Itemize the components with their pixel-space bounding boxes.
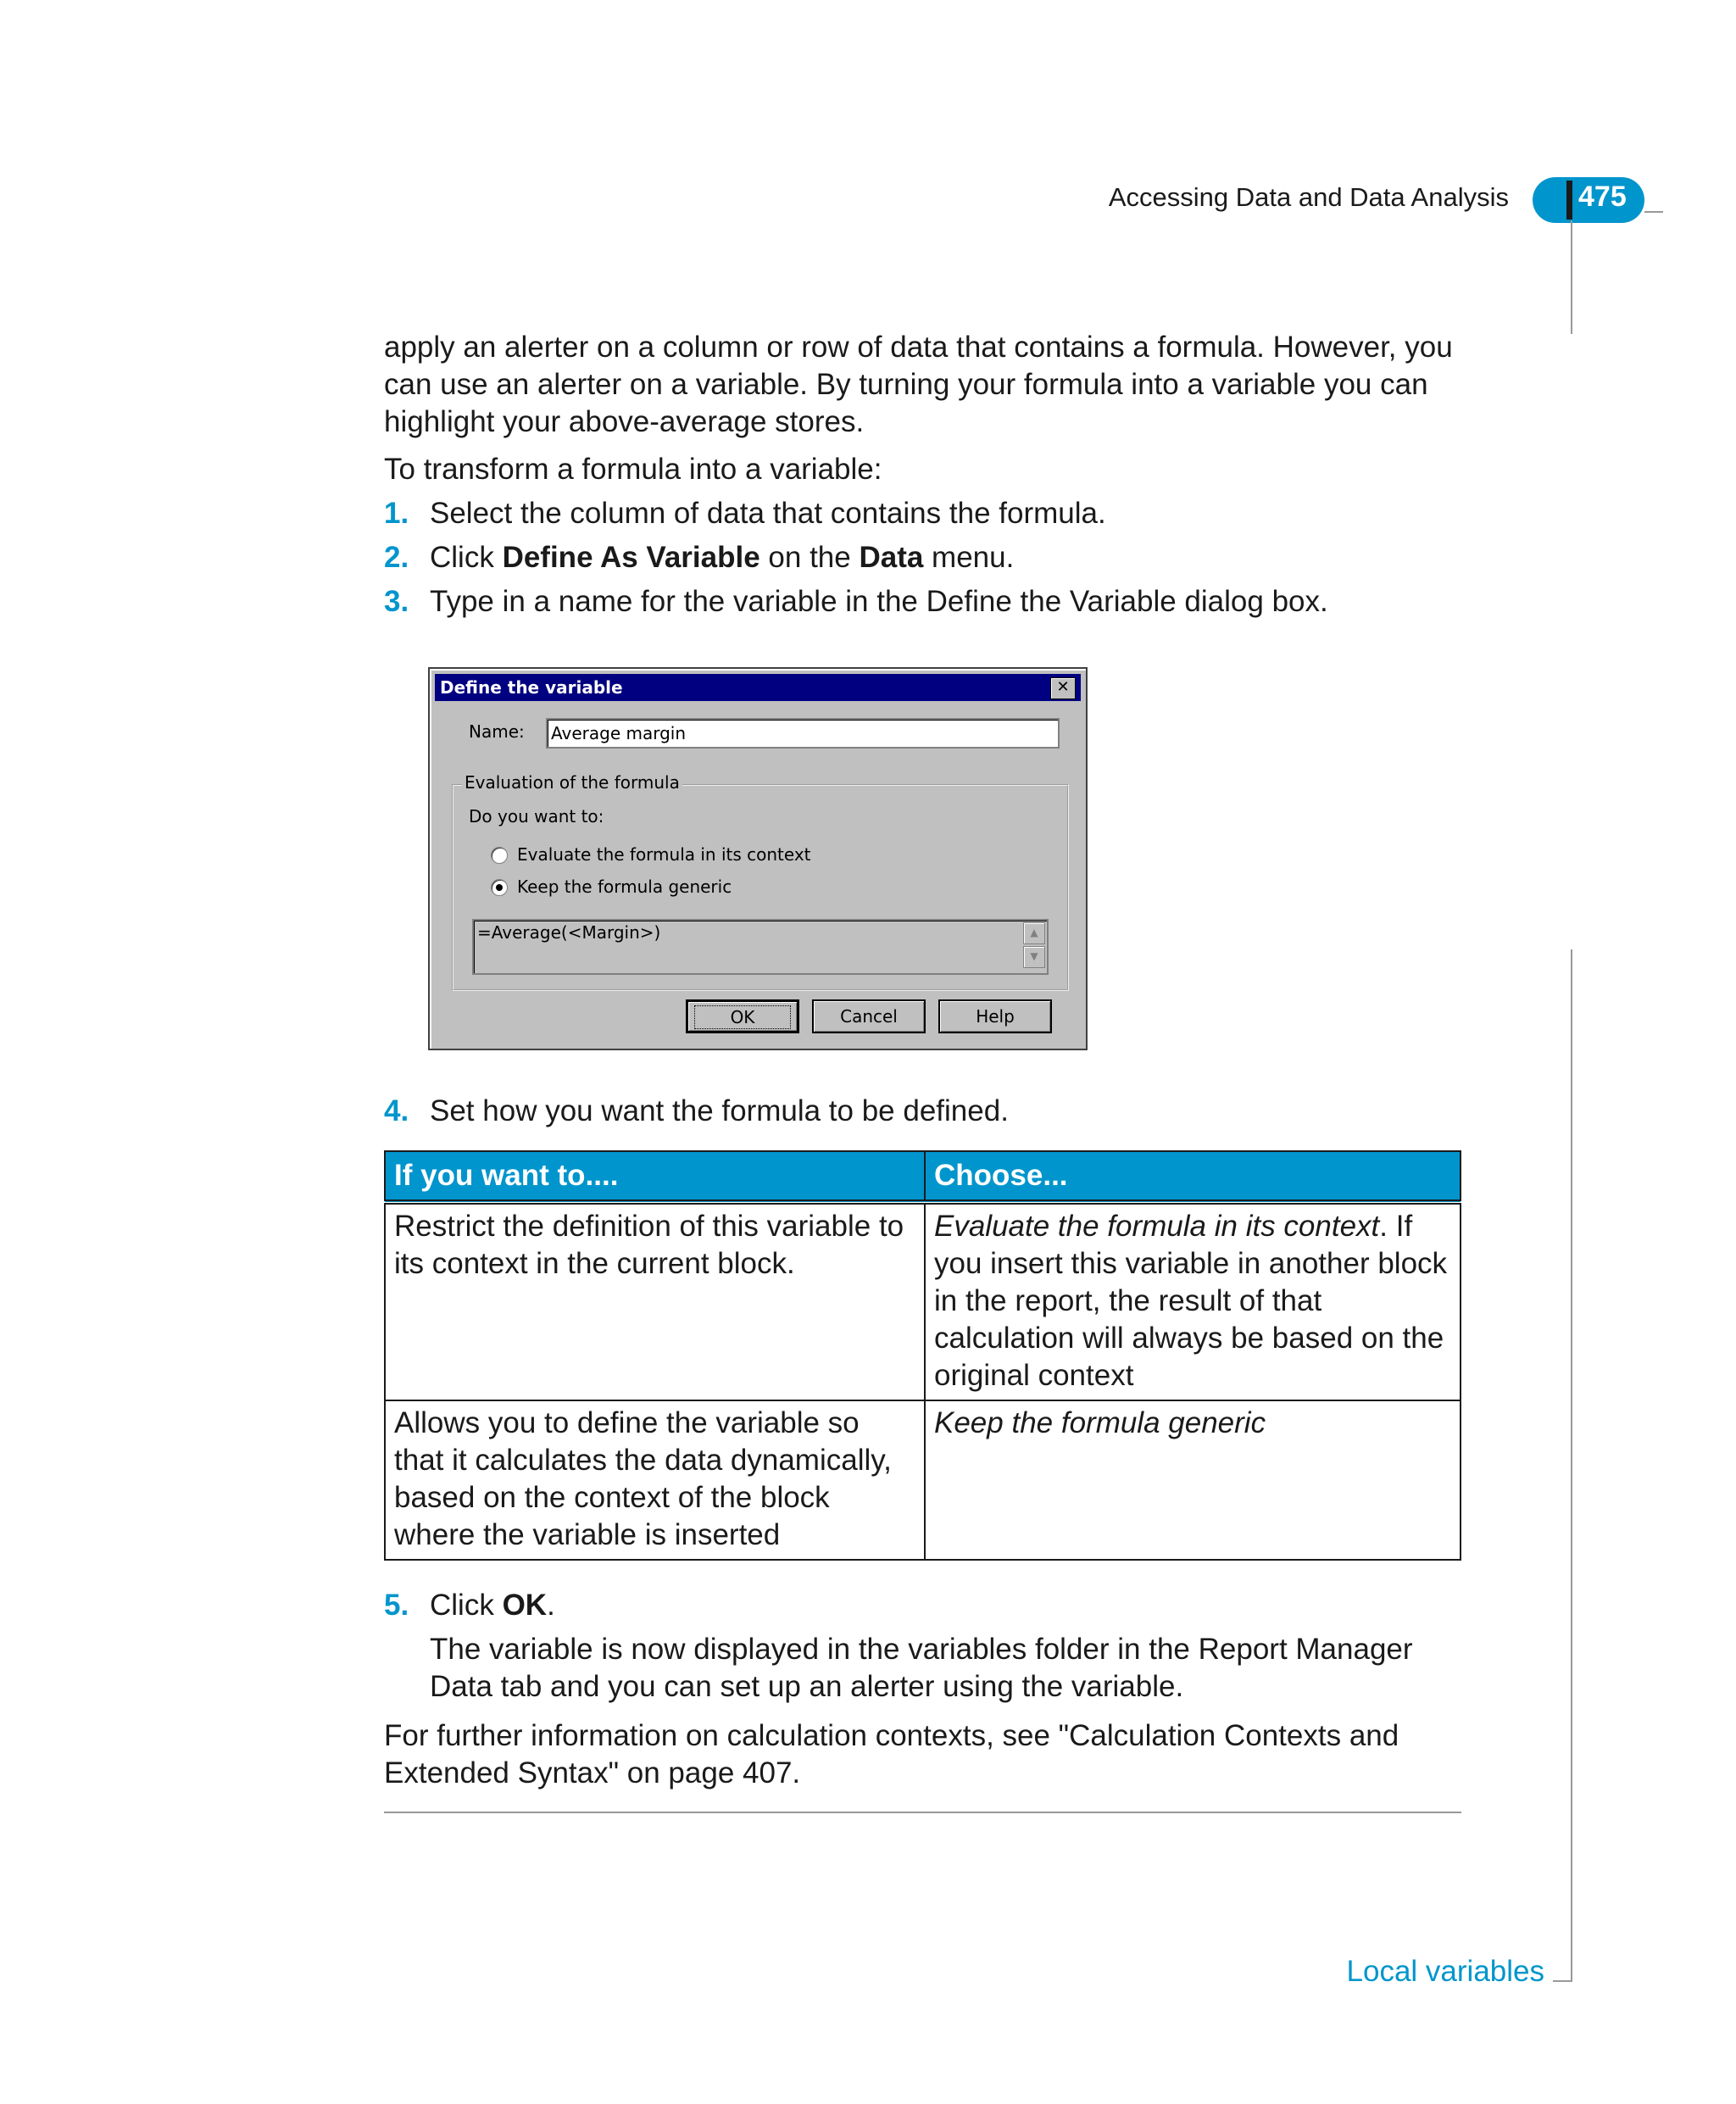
menu-command: Define As Variable bbox=[502, 541, 760, 574]
step-number: 2. bbox=[384, 541, 409, 574]
header-rule bbox=[1644, 211, 1663, 213]
close-icon[interactable]: ✕ bbox=[1050, 677, 1076, 699]
name-label: Name: bbox=[469, 721, 525, 742]
table-cell bbox=[925, 1400, 1461, 1560]
dialog-title-bar bbox=[435, 674, 1081, 701]
table-row bbox=[385, 1400, 1461, 1560]
table-cell: Allows you to define the variable so that it calculates the data dynamically, based on the context of the block where the variable is inserted bbox=[385, 1400, 925, 1560]
step-5-result: The variable is now displayed in the variables folder in the Report Manager Data tab and you can set up an alerter using the variable. bbox=[430, 1633, 1413, 1703]
formula-textarea[interactable] bbox=[472, 919, 1049, 975]
table-header-row bbox=[385, 1151, 1461, 1202]
step-text: Select the column of data that contains the formula. bbox=[430, 497, 1106, 530]
table-cell: Evaluate the formula in its context. If you insert this variable in another block in the report, the result of that calculation will always be based on the original context bbox=[925, 1202, 1461, 1400]
formula-text: =Average(<Margin>) bbox=[477, 922, 661, 943]
menu-name: Data bbox=[859, 541, 924, 574]
radio-evaluate-context[interactable] bbox=[491, 847, 508, 864]
intro-line-3: highlight your above-average stores. bbox=[384, 405, 865, 438]
step-number: 1. bbox=[384, 497, 409, 530]
dialog-title: Define the variable bbox=[440, 677, 623, 698]
help-button[interactable]: Help bbox=[938, 999, 1052, 1033]
procedure-lead: To transform a formula into a variable: bbox=[384, 453, 882, 486]
option-name: Evaluate the formula in its context bbox=[934, 1210, 1380, 1243]
step-text: Set how you want the formula to be defined. bbox=[430, 1094, 1009, 1127]
margin-rule-bottom bbox=[1571, 949, 1572, 1982]
footer-section-link[interactable]: Local variables bbox=[1346, 1955, 1544, 1988]
scroll-up-icon[interactable]: ▲ bbox=[1023, 922, 1045, 944]
intro-line-2: can use an alerter on a variable. By turning your formula into a variable you can bbox=[384, 368, 1428, 401]
radio-selected-dot bbox=[496, 884, 503, 891]
step-number: 3. bbox=[384, 585, 409, 618]
step-number: 5. bbox=[384, 1589, 409, 1622]
question-label: Do you want to: bbox=[469, 806, 604, 827]
option-keep-generic-label: Keep the formula generic bbox=[517, 877, 732, 897]
define-variable-dialog bbox=[428, 667, 1088, 1050]
step-number: 4. bbox=[384, 1094, 409, 1127]
evaluation-group-title: Evaluation of the formula bbox=[462, 772, 682, 793]
page-number: 475 bbox=[1578, 181, 1627, 213]
table-row bbox=[385, 1202, 1461, 1400]
cancel-button[interactable]: Cancel bbox=[812, 999, 926, 1033]
table-cell: Restrict the definition of this variable to its context in the current block. bbox=[385, 1202, 925, 1400]
options-table bbox=[384, 1150, 1461, 1561]
name-input[interactable]: Average margin bbox=[546, 718, 1060, 749]
step-text: Click Define As Variable on the Data menu. bbox=[430, 541, 1015, 574]
scroll-down-icon[interactable]: ▼ bbox=[1023, 946, 1045, 968]
button-name: OK bbox=[502, 1589, 548, 1622]
ok-button[interactable]: OK bbox=[686, 999, 799, 1033]
option-evaluate-context-label: Evaluate the formula in its context bbox=[517, 844, 811, 865]
running-head: Accessing Data and Data Analysis bbox=[1108, 182, 1509, 212]
intro-line-1: apply an alerter on a column or row of data that contains a formula. However, you bbox=[384, 331, 1453, 364]
option-name: Keep the formula generic bbox=[934, 1406, 1266, 1439]
page-number-marker bbox=[1566, 181, 1572, 220]
step-text: Click OK. bbox=[430, 1589, 555, 1622]
step-text: Type in a name for the variable in the Define the Variable dialog box. bbox=[430, 585, 1328, 618]
margin-rule-top bbox=[1571, 220, 1572, 334]
table-header-cell: Choose... bbox=[925, 1151, 1461, 1202]
radio-keep-generic[interactable] bbox=[491, 879, 508, 896]
further-info-paragraph: For further information on calculation contexts, see "Calculation Contexts and Extended Syntax" on page 407. bbox=[384, 1719, 1399, 1790]
intro-paragraph bbox=[384, 329, 1465, 441]
section-divider bbox=[384, 1812, 1461, 1813]
table-header-cell: If you want to.... bbox=[385, 1151, 925, 1202]
footer-rule bbox=[1553, 1980, 1572, 1982]
